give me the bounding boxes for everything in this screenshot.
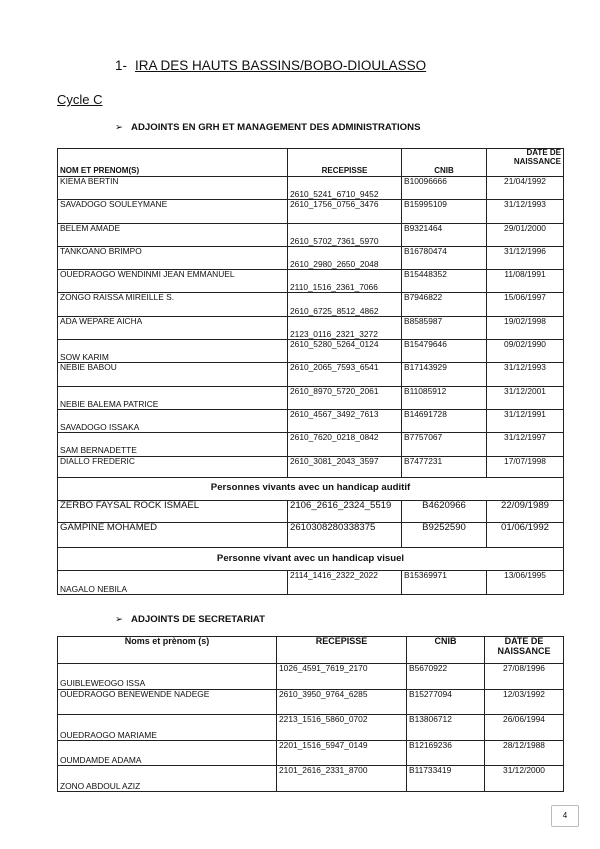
cell-cnib: B5670922 xyxy=(407,664,485,690)
cell-recepisse: 2123_0116_2321_3272 xyxy=(288,316,402,339)
cell-recepisse: 2110_1516_2361_7066 xyxy=(288,270,402,293)
cell-date: 19/02/1998 xyxy=(487,316,564,339)
cell-name: OUEDRAOGO MARIAME xyxy=(58,715,277,741)
cell-name: GAMPINE MOHAMED xyxy=(58,522,288,547)
cell-recepisse: 2106_2616_2324_5519 xyxy=(288,500,402,522)
cell-date: 31/12/1993 xyxy=(487,363,564,386)
table-row xyxy=(58,522,564,547)
cell-name: OUMDAMDE ADAMA xyxy=(58,740,277,766)
cell-name: TANKOANO BRIMPO xyxy=(58,246,288,269)
cell-date: 21/04/1992 xyxy=(487,177,564,200)
cell-date: 22/09/1989 xyxy=(487,500,564,522)
cell-cnib: B8585987 xyxy=(402,316,487,339)
section-heading-grh xyxy=(115,122,420,133)
cell-name: OUEDRAOGO BENEWENDE NADEGE xyxy=(58,689,277,715)
table-row xyxy=(58,433,564,456)
cell-date: 29/01/2000 xyxy=(487,223,564,246)
cell-name: ZONO ABDOUL AZIZ xyxy=(58,766,277,792)
cell-name: SAVADOGO SOULEYMANE xyxy=(58,200,288,223)
cell-cnib: B11085912 xyxy=(402,386,487,409)
cell-date: 28/12/1988 xyxy=(485,740,564,766)
cell-name: SAVADOGO ISSAKA xyxy=(58,409,288,432)
table-row xyxy=(58,270,564,293)
header-date: DATE DE NAISSANCE xyxy=(487,149,564,177)
cell-name: SOW KARIM xyxy=(58,340,288,363)
section-heading-secretariat-text: ADJOINTS DE SECRETARIAT xyxy=(131,614,266,625)
header-date: DATE DE NAISSANCE xyxy=(485,637,564,664)
cell-date: 27/08/1996 xyxy=(485,664,564,690)
table-row xyxy=(58,740,564,766)
cell-recepisse: 2610_4567_3492_7613 xyxy=(288,409,402,432)
table-row xyxy=(58,409,564,432)
cell-date: 13/06/1995 xyxy=(487,571,564,595)
cell-name: ZONGO RAISSA MIREILLE S. xyxy=(58,293,288,316)
cell-cnib: B7757067 xyxy=(402,433,487,456)
cell-cnib: B15369971 xyxy=(402,571,487,595)
document-title xyxy=(115,58,426,73)
cell-date: 31/12/2000 xyxy=(485,766,564,792)
cell-cnib: B9252590 xyxy=(402,522,487,547)
cell-name: DIALLO FREDERIC xyxy=(58,456,288,477)
cell-recepisse: 2610_5280_5264_0124 xyxy=(288,340,402,363)
cell-date: 17/07/1998 xyxy=(487,456,564,477)
cell-recepisse: 2610_1756_0756_3476 xyxy=(288,200,402,223)
cell-recepisse: 2610_7620_0218_0842 xyxy=(288,433,402,456)
table-secretariat xyxy=(57,636,564,792)
header-cnib: CNIB xyxy=(407,637,485,664)
table-row xyxy=(58,340,564,363)
cell-name: NEBIE BABOU xyxy=(58,363,288,386)
cell-cnib: B11733419 xyxy=(407,766,485,792)
table-row xyxy=(58,766,564,792)
header-name: Noms et prènom (s) xyxy=(58,637,277,664)
cell-recepisse: 2610_5702_7361_5970 xyxy=(288,223,402,246)
cell-cnib: B16780474 xyxy=(402,246,487,269)
cell-cnib: B15995109 xyxy=(402,200,487,223)
cell-name: NAGALO NEBILA xyxy=(58,571,288,595)
cell-cnib: B7946822 xyxy=(402,293,487,316)
cell-name: NEBIE BALEMA PATRICE xyxy=(58,386,288,409)
title-number: 1- xyxy=(115,58,128,73)
cell-cnib: B7477231 xyxy=(402,456,487,477)
arrow-bullet-icon: ➢ xyxy=(115,614,124,625)
subheading-visuel: Personne vivant avec un handicap visuel xyxy=(58,547,564,570)
subheading-row-visuel xyxy=(58,547,564,570)
cell-recepisse: 1026_4591_7619_2170 xyxy=(277,664,407,690)
cell-recepisse: 2610_2980_2650_2048 xyxy=(288,246,402,269)
header-cnib: CNIB xyxy=(402,149,487,177)
header-name: NOM ET PRENOM(S) xyxy=(58,149,288,177)
table-header-row xyxy=(58,149,564,177)
cell-name: ADA WEPARE AICHA xyxy=(58,316,288,339)
subheading-row-auditif xyxy=(58,477,564,500)
table-row xyxy=(58,246,564,269)
cell-cnib: B17143929 xyxy=(402,363,487,386)
cell-date: 31/12/2001 xyxy=(487,386,564,409)
table-row xyxy=(58,177,564,200)
cell-date: 31/12/1991 xyxy=(487,409,564,432)
table-row xyxy=(58,689,564,715)
cell-recepisse: 2101_2616_2331_8700 xyxy=(277,766,407,792)
cell-recepisse: 2610_5241_6710_9452 xyxy=(288,177,402,200)
cell-cnib: B15277094 xyxy=(407,689,485,715)
cell-name: GUIBLEWEOGO ISSA xyxy=(58,664,277,690)
cell-name: OUEDRAOGO WENDINMI JEAN EMMANUEL xyxy=(58,270,288,293)
cell-date: 11/08/1991 xyxy=(487,270,564,293)
cell-recepisse: 2610_3081_2043_3597 xyxy=(288,456,402,477)
cell-date: 09/02/1990 xyxy=(487,340,564,363)
cell-cnib: B12169236 xyxy=(407,740,485,766)
table-row xyxy=(58,200,564,223)
subheading-auditif: Personnes vivants avec un handicap auditif xyxy=(58,477,564,500)
cell-date: 15/06/1997 xyxy=(487,293,564,316)
table-row xyxy=(58,223,564,246)
table-row xyxy=(58,571,564,595)
cell-name: ZERBO FAYSAL ROCK ISMAEL xyxy=(58,500,288,522)
cell-cnib: B10096666 xyxy=(402,177,487,200)
cell-date: 31/12/1993 xyxy=(487,200,564,223)
table-row xyxy=(58,664,564,690)
cell-recepisse: 2610_3950_9764_6285 xyxy=(277,689,407,715)
table-row xyxy=(58,363,564,386)
arrow-bullet-icon: ➢ xyxy=(115,122,124,133)
cell-recepisse: 2201_1516_5947_0149 xyxy=(277,740,407,766)
cell-date: 01/06/1992 xyxy=(487,522,564,547)
cell-date: 12/03/1992 xyxy=(485,689,564,715)
table-row xyxy=(58,715,564,741)
cell-date: 26/06/1994 xyxy=(485,715,564,741)
cell-recepisse: 2114_1416_2322_2022 xyxy=(288,571,402,595)
header-recepisse: RECEPISSE xyxy=(277,637,407,664)
section-heading-secretariat xyxy=(115,614,265,625)
table-header-row xyxy=(58,637,564,664)
cell-cnib: B9321464 xyxy=(402,223,487,246)
cell-name: BELEM AMADE xyxy=(58,223,288,246)
table-row xyxy=(58,500,564,522)
cell-recepisse: 2610_2065_7593_6541 xyxy=(288,363,402,386)
header-recepisse: RECEPISSE xyxy=(288,149,402,177)
cell-cnib: B4620966 xyxy=(402,500,487,522)
cell-cnib: B15479646 xyxy=(402,340,487,363)
cell-recepisse: 2610_8970_5720_2061 xyxy=(288,386,402,409)
cell-name: KIEMA BERTIN xyxy=(58,177,288,200)
table-row xyxy=(58,456,564,477)
title-text: IRA DES HAUTS BASSINS/BOBO-DIOULASSO xyxy=(135,58,427,73)
cell-date: 31/12/1996 xyxy=(487,246,564,269)
table-row xyxy=(58,386,564,409)
cell-cnib: B13806712 xyxy=(407,715,485,741)
cell-recepisse: 2610308280338375 xyxy=(288,522,402,547)
cell-cnib: B14691728 xyxy=(402,409,487,432)
page-number: 4 xyxy=(551,805,579,827)
cycle-heading: Cycle C xyxy=(57,92,103,107)
cell-recepisse: 2213_1516_5860_0702 xyxy=(277,715,407,741)
cell-date: 31/12/1997 xyxy=(487,433,564,456)
cell-cnib: B15448352 xyxy=(402,270,487,293)
table-grh xyxy=(57,148,564,595)
section-heading-grh-text: ADJOINTS EN GRH ET MANAGEMENT DES ADMINISTRATIONS xyxy=(131,122,421,133)
cell-recepisse: 2610_6725_8512_4862 xyxy=(288,293,402,316)
table-row xyxy=(58,293,564,316)
table-row xyxy=(58,316,564,339)
cell-name: SAM BERNADETTE xyxy=(58,433,288,456)
